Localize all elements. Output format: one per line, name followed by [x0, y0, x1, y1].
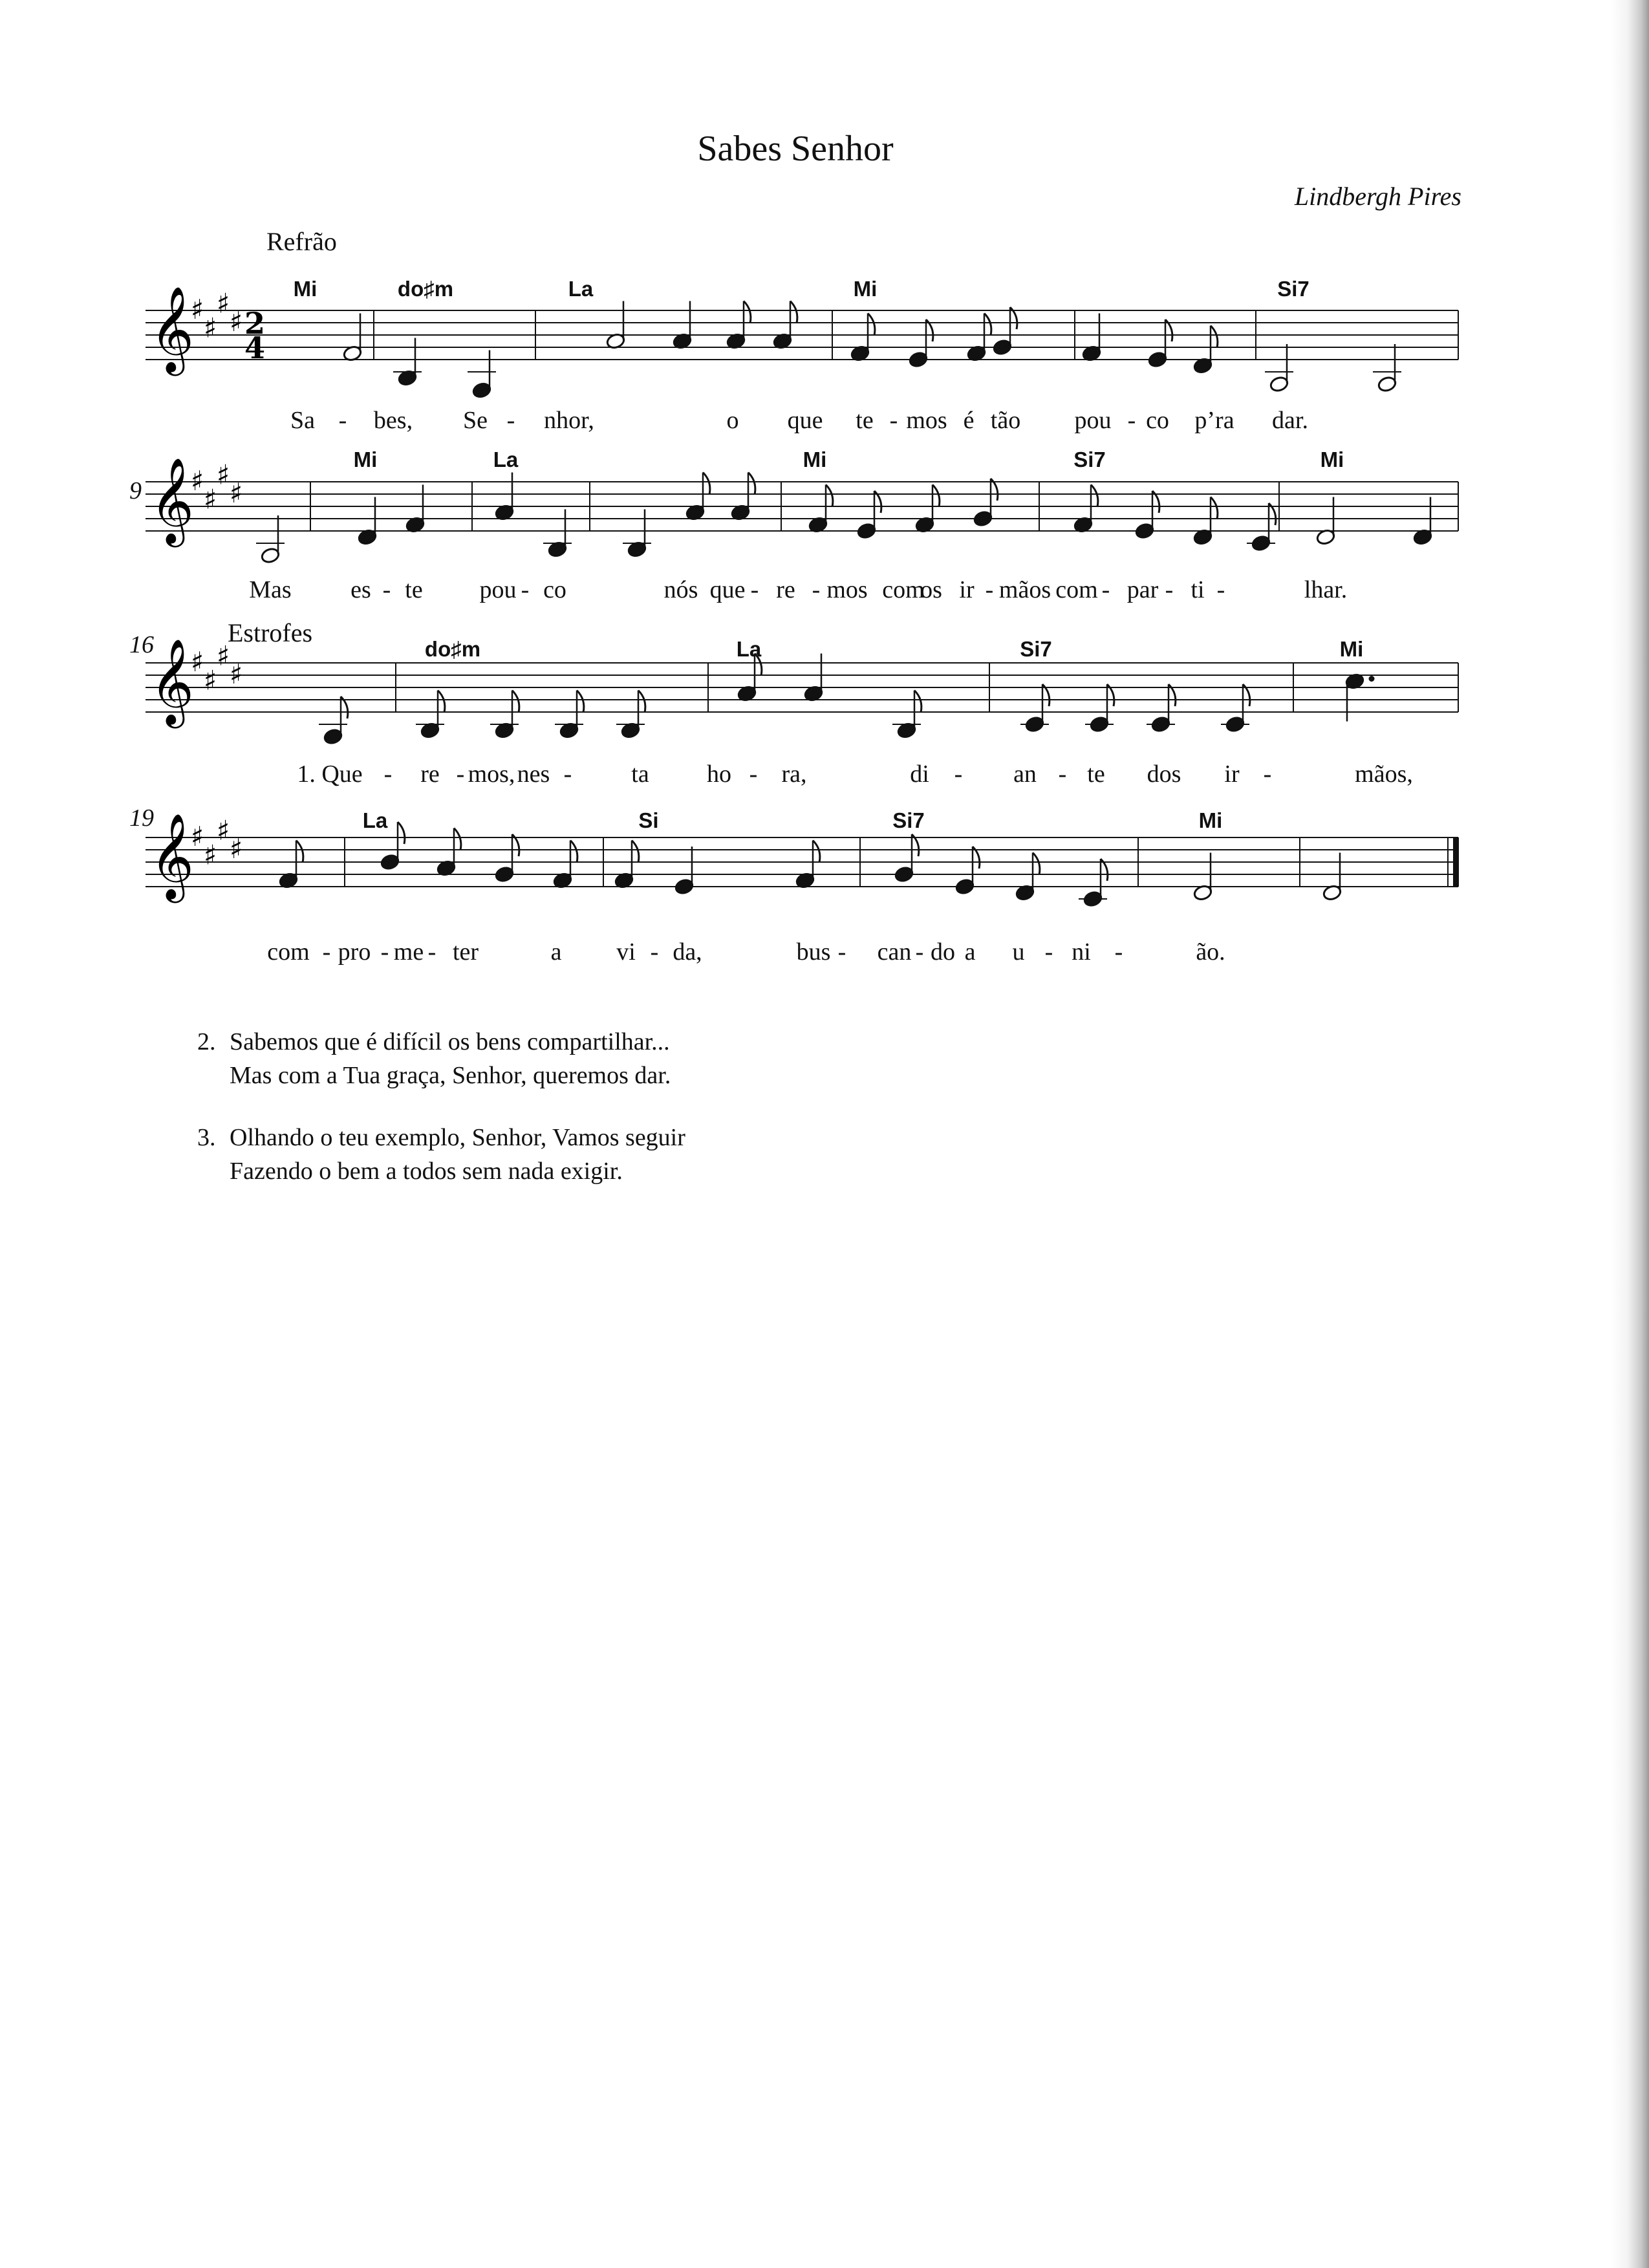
lyric-syllable: lhar.	[1304, 576, 1348, 603]
note	[495, 834, 519, 883]
verse-lines	[230, 1025, 671, 1092]
verse-line: Mas com a Tua graça, Senhor, queremos dar.	[230, 1062, 671, 1089]
note	[1015, 853, 1040, 902]
lyric-syllable: -	[954, 761, 963, 788]
lyric-syllable: re	[420, 761, 440, 788]
measure-number: 16	[129, 631, 154, 658]
lyric-syllable: bus	[796, 938, 831, 966]
lyric-syllable: mãos	[998, 576, 1051, 603]
lyric-syllable: par	[1126, 576, 1159, 603]
chord-symbol: Mi	[1339, 637, 1364, 661]
note	[614, 841, 639, 889]
key-sharp-icon: ♯	[217, 814, 230, 847]
lyric-syllable: -	[1101, 576, 1110, 603]
lyric-syllable: tão	[990, 407, 1021, 434]
lyric-syllable: Mas	[249, 576, 292, 603]
lyric-syllable: ão.	[1196, 938, 1225, 966]
key-sharp-icon: ♯	[191, 821, 204, 852]
time-signature-top: 2	[244, 306, 266, 341]
key-sharp-icon: ♯	[217, 287, 230, 319]
note	[674, 847, 695, 895]
section-label-verses: Estrofes	[228, 618, 313, 647]
verse-number: 3.	[197, 1124, 216, 1151]
lyric-syllable: Sa	[290, 407, 315, 434]
note	[553, 841, 577, 889]
lyric-syllable: pou	[479, 576, 517, 603]
additional-verses	[197, 1025, 685, 1216]
chord-symbol: Si	[638, 808, 659, 832]
lyric-syllable: que	[787, 407, 823, 434]
composer-name: Lindbergh Pires	[1294, 182, 1461, 211]
lyric-syllable: -	[427, 938, 436, 966]
verse-number: 2.	[197, 1028, 216, 1055]
lyric-syllable: a	[964, 938, 976, 966]
lyric-syllable: -	[837, 938, 846, 966]
verse-line: Olhando o teu exemplo, Senhor, Vamos seguir	[230, 1124, 685, 1151]
lyric-syllable: -	[749, 761, 758, 788]
note	[1079, 859, 1108, 907]
lyric-syllable: te	[405, 576, 423, 603]
lyric-syllable: ni	[1072, 938, 1091, 966]
lyric-syllable: é	[963, 407, 975, 434]
song-title: Sabes Senhor	[697, 129, 894, 169]
chord-symbol: Si7	[1277, 277, 1310, 301]
key-sharp-icon: ♯	[204, 664, 217, 697]
lyric-syllable: ter	[452, 938, 479, 966]
lyric-syllable: -	[750, 576, 759, 603]
lyric-syllable: o	[726, 407, 739, 434]
lyric-syllable: te	[1087, 761, 1105, 788]
chord-symbol: Si7	[892, 808, 925, 832]
lyric-syllable: -	[521, 576, 530, 603]
note	[795, 841, 820, 889]
key-sharp-icon: ♯	[230, 477, 243, 509]
lyric-syllable: -	[1165, 576, 1174, 603]
time-signature-bottom: 4	[244, 330, 266, 365]
lyric-syllable: ti	[1191, 576, 1205, 603]
chord-symbol: Mi	[353, 448, 378, 471]
key-sharp-icon: ♯	[230, 306, 243, 338]
key-sharp-icon: ♯	[217, 459, 230, 491]
lyric-syllable: com	[1055, 576, 1098, 603]
chord-symbol: do♯m	[397, 277, 454, 301]
lyric-syllable: mãos,	[1355, 761, 1413, 788]
lyric-syllable: -	[380, 938, 389, 966]
note	[955, 847, 980, 895]
measure-number: 19	[129, 805, 154, 832]
lyric-syllable: -	[889, 407, 898, 434]
note	[436, 828, 461, 877]
measure-number: 9	[129, 477, 142, 504]
key-sharp-icon: ♯	[230, 833, 243, 865]
lyric-syllable: bes,	[373, 407, 413, 434]
verse-line: Sabemos que é difícil os bens compartilhar...	[230, 1028, 670, 1055]
lyric-syllable: -	[506, 407, 515, 434]
verse-line: Fazendo o bem a todos sem nada exigir.	[230, 1158, 623, 1185]
lyric-syllable: u	[1012, 938, 1025, 966]
lyric-syllable: -	[650, 938, 659, 966]
lyric-syllable: do	[931, 938, 955, 966]
lyric-syllable: mos	[906, 407, 947, 434]
lyric-syllable: a	[550, 938, 562, 966]
lyric-syllable: dar.	[1272, 407, 1308, 434]
lyric-syllable: -	[1114, 938, 1123, 966]
final-barline	[1453, 837, 1459, 887]
chord-symbol: La	[736, 637, 762, 661]
key-sharp-icon: ♯	[204, 312, 217, 344]
note	[1322, 853, 1342, 902]
lyric-syllable: nhor,	[544, 407, 594, 434]
key-sharp-icon: ♯	[191, 465, 204, 497]
lyric-syllable: da,	[673, 938, 702, 966]
treble-clef-icon: 𝄞	[150, 457, 194, 544]
lyric-syllable: -	[456, 761, 465, 788]
lyric-syllable: nes	[517, 761, 550, 788]
lyric-syllable: nós	[663, 576, 698, 603]
lyric-syllable: me	[393, 938, 424, 966]
lyric-syllable: os	[920, 576, 942, 603]
lyric-syllable: -	[322, 938, 331, 966]
key-sharp-icon: ♯	[191, 294, 204, 325]
lyric-syllable: -	[338, 407, 347, 434]
chord-symbol: La	[493, 448, 519, 471]
chord-symbol: Mi	[1198, 808, 1223, 832]
lyric-syllable: -	[812, 576, 821, 603]
section-label-refrain: Refrão	[266, 227, 337, 256]
chord-symbol: Si7	[1020, 637, 1052, 661]
treble-clef-icon: 𝄞	[150, 813, 194, 900]
lyric-syllable: com	[882, 576, 925, 603]
lyric-syllable: -	[1216, 576, 1225, 603]
lyric-syllable: ho	[707, 761, 731, 788]
chord-symbol: do♯m	[424, 637, 481, 661]
lyric-syllable: ra,	[781, 761, 807, 788]
lyric-syllable: mos	[826, 576, 868, 603]
lyric-syllable: 1. Que	[297, 761, 363, 788]
chord-symbol: La	[362, 808, 388, 832]
lyric-syllable: ir	[1224, 761, 1240, 788]
verse-block	[197, 1025, 685, 1092]
treble-clef-icon: 𝄞	[150, 286, 194, 373]
lyric-syllable: com	[267, 938, 310, 966]
lyric-syllable: -	[1044, 938, 1053, 966]
verse-lines	[230, 1121, 685, 1188]
lyric-syllable: -	[1058, 761, 1067, 788]
key-sharp-icon: ♯	[191, 646, 204, 678]
chord-symbol: La	[568, 277, 594, 301]
lyric-syllable: te	[856, 407, 874, 434]
lyric-syllable: p’ra	[1194, 407, 1234, 434]
lyric-syllable: vi	[616, 938, 636, 966]
note	[279, 841, 303, 889]
lyric-syllable: -	[915, 938, 924, 966]
lyric-syllable: ir	[959, 576, 975, 603]
lyric-syllable: can	[877, 938, 912, 966]
key-sharp-icon: ♯	[217, 640, 230, 672]
note	[894, 834, 919, 883]
lyric-syllable: -	[563, 761, 572, 788]
lyric-syllable: que	[709, 576, 746, 603]
lyric-syllable: mos,	[468, 761, 515, 788]
treble-clef-icon: 𝄞	[150, 638, 194, 725]
lyric-syllable: re	[776, 576, 795, 603]
key-sharp-icon: ♯	[204, 839, 217, 871]
lyric-syllable: Se	[463, 407, 488, 434]
lyric-syllable: -	[1127, 407, 1136, 434]
key-sharp-icon: ♯	[204, 483, 217, 515]
chord-symbol: Mi	[293, 277, 318, 301]
chord-symbol: Si7	[1073, 448, 1106, 471]
chord-symbol: Mi	[803, 448, 827, 471]
lyric-syllable: co	[1146, 407, 1169, 434]
lyric-syllable: an	[1013, 761, 1037, 788]
lyric-syllable: co	[543, 576, 566, 603]
lyric-syllable: ta	[631, 761, 649, 788]
note	[1193, 853, 1213, 902]
lyric-syllable: di	[910, 761, 929, 788]
lyric-syllable: -	[985, 576, 994, 603]
lyric-syllable: dos	[1147, 761, 1181, 788]
lyric-syllable: pou	[1074, 407, 1112, 434]
verse-block	[197, 1121, 685, 1188]
lyric-syllable: es	[350, 576, 371, 603]
lyric-syllable: -	[382, 576, 391, 603]
lyric-syllable: -	[383, 761, 393, 788]
chord-symbol: Mi	[1320, 448, 1344, 471]
lyric-syllable: -	[1263, 761, 1272, 788]
key-sharp-icon: ♯	[230, 658, 243, 690]
chord-symbol: Mi	[853, 277, 878, 301]
lyric-syllable: pro	[338, 938, 371, 966]
